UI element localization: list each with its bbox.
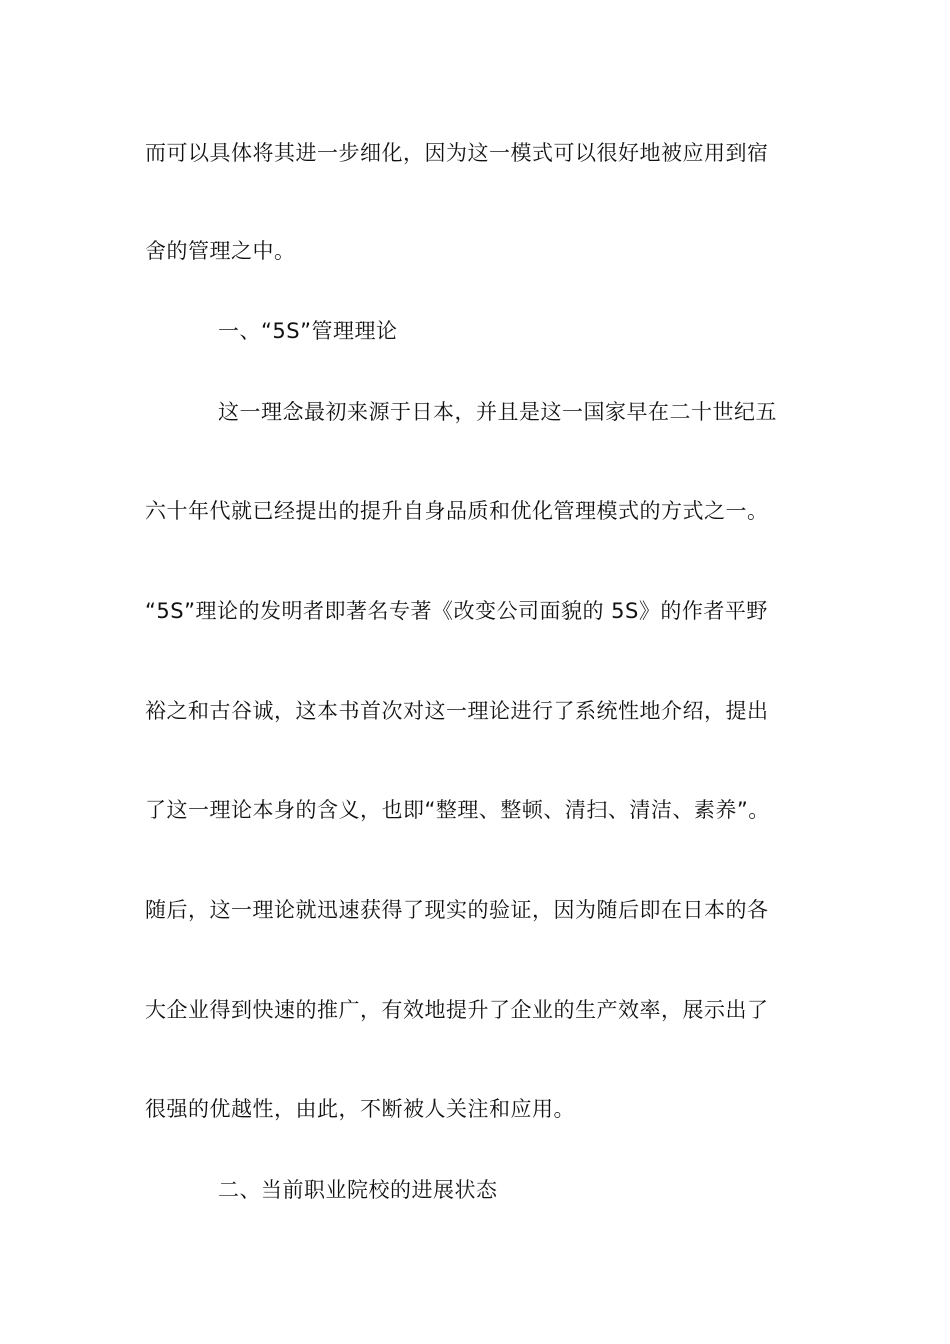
paragraph-line: 而可以具体将其进一步细化，因为这一模式可以很好地被应用到宿 — [145, 141, 769, 165]
paragraph-line: 这一理念最初来源于日本，并且是这一国家早在二十世纪五 — [218, 400, 777, 424]
section-heading: 一、“5S”管理理论 — [218, 319, 398, 343]
paragraph-line: “5S”理论的发明者即著名专著《改变公司面貌的 5S》的作者平野 — [145, 599, 768, 623]
paragraph-line: 很强的优越性，由此，不断被人关注和应用。 — [145, 1097, 575, 1121]
paragraph-line: 裕之和古谷诚，这本书首次对这一理论进行了系统性地介绍，提出 — [145, 699, 769, 723]
paragraph-line: 随后，这一理论就迅速获得了现实的验证，因为随后即在日本的各 — [145, 898, 769, 922]
paragraph-line: 六十年代就已经提出的提升自身品质和优化管理模式的方式之一。 — [145, 499, 769, 523]
paragraph-line: 了这一理论本身的含义，也即“整理、整顿、清扫、清洁、素养”。 — [145, 798, 770, 822]
section-heading: 二、当前职业院校的进展状态 — [218, 1178, 498, 1202]
paragraph-line: 大企业得到快速的推广，有效地提升了企业的生产效率，展示出了 — [145, 998, 769, 1022]
paragraph-line: 舍的管理之中。 — [145, 239, 296, 263]
